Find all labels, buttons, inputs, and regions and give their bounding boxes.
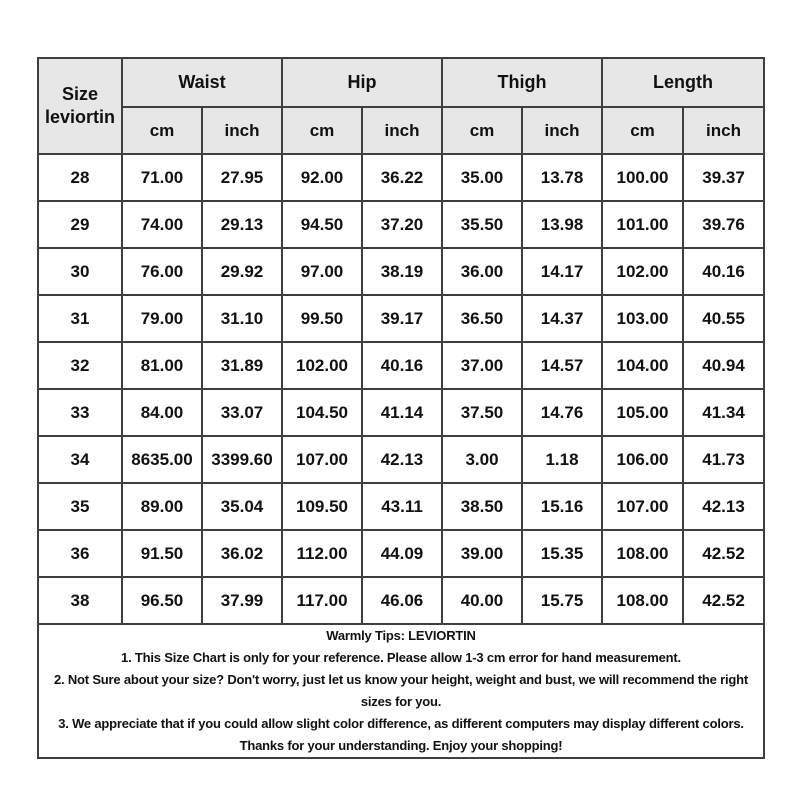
value-cell: 3399.60 [202, 436, 282, 483]
unit-header-thigh-cm: cm [442, 107, 522, 154]
unit-header-waist-inch: inch [202, 107, 282, 154]
value-cell: 35.50 [442, 201, 522, 248]
size-column-header [38, 58, 122, 154]
value-cell: 37.20 [362, 201, 442, 248]
value-cell: 91.50 [122, 530, 202, 577]
value-cell: 36.02 [202, 530, 282, 577]
value-cell: 15.75 [522, 577, 602, 624]
size-cell: 28 [38, 154, 122, 201]
group-header-waist: Waist [122, 58, 282, 107]
value-cell: 76.00 [122, 248, 202, 295]
table-row [38, 577, 764, 624]
size-cell: 32 [38, 342, 122, 389]
value-cell: 107.00 [282, 436, 362, 483]
value-cell: 108.00 [602, 530, 683, 577]
table-row [38, 201, 764, 248]
value-cell: 97.00 [282, 248, 362, 295]
value-cell: 42.13 [683, 483, 764, 530]
value-cell: 106.00 [602, 436, 683, 483]
table-row [38, 154, 764, 201]
value-cell: 81.00 [122, 342, 202, 389]
size-cell: 31 [38, 295, 122, 342]
value-cell: 44.09 [362, 530, 442, 577]
tip-item-2: 2. Not Sure about your size? Don't worry, just let us know your height, weight and bust, we will recommend the right sizes for you. [54, 672, 748, 709]
value-cell: 42.52 [683, 577, 764, 624]
table-row [38, 389, 764, 436]
value-cell: 99.50 [282, 295, 362, 342]
value-cell: 43.11 [362, 483, 442, 530]
value-cell: 31.89 [202, 342, 282, 389]
value-cell: 39.17 [362, 295, 442, 342]
unit-header-length-inch: inch [683, 107, 764, 154]
value-cell: 15.16 [522, 483, 602, 530]
size-cell: 29 [38, 201, 122, 248]
value-cell: 107.00 [602, 483, 683, 530]
value-cell: 94.50 [282, 201, 362, 248]
group-header-length: Length [602, 58, 764, 107]
size-header-line1: Size [61, 84, 99, 104]
value-cell: 40.16 [683, 248, 764, 295]
value-cell: 14.76 [522, 389, 602, 436]
value-cell: 15.35 [522, 530, 602, 577]
value-cell: 79.00 [122, 295, 202, 342]
unit-header-length-cm: cm [602, 107, 683, 154]
unit-header-thigh-inch: inch [522, 107, 602, 154]
value-cell: 40.16 [362, 342, 442, 389]
value-cell: 14.17 [522, 248, 602, 295]
value-cell: 92.00 [282, 154, 362, 201]
value-cell: 71.00 [122, 154, 202, 201]
value-cell: 96.50 [122, 577, 202, 624]
value-cell: 40.55 [683, 295, 764, 342]
table-row [38, 530, 764, 577]
value-cell: 101.00 [602, 201, 683, 248]
value-cell: 35.00 [442, 154, 522, 201]
value-cell: 112.00 [282, 530, 362, 577]
value-cell: 102.00 [282, 342, 362, 389]
value-cell: 41.34 [683, 389, 764, 436]
value-cell: 39.37 [683, 154, 764, 201]
table-row [38, 295, 764, 342]
value-cell: 37.00 [442, 342, 522, 389]
size-header-line2: leviortin [44, 107, 115, 127]
unit-header-hip-inch: inch [362, 107, 442, 154]
value-cell: 103.00 [602, 295, 683, 342]
tip-item-1: 1. This Size Chart is only for your reference. Please allow 1-3 cm error for hand measurement. [121, 650, 681, 665]
value-cell: 14.57 [522, 342, 602, 389]
value-cell: 37.50 [442, 389, 522, 436]
unit-header-waist-cm: cm [122, 107, 202, 154]
value-cell: 29.13 [202, 201, 282, 248]
group-header-thigh: Thigh [442, 58, 602, 107]
table-row [38, 342, 764, 389]
group-header-hip: Hip [282, 58, 442, 107]
value-cell: 8635.00 [122, 436, 202, 483]
value-cell: 74.00 [122, 201, 202, 248]
value-cell: 104.00 [602, 342, 683, 389]
size-chart-table [37, 57, 765, 759]
value-cell: 39.00 [442, 530, 522, 577]
value-cell: 33.07 [202, 389, 282, 436]
value-cell: 39.76 [683, 201, 764, 248]
value-cell: 42.13 [362, 436, 442, 483]
value-cell: 89.00 [122, 483, 202, 530]
value-cell: 13.78 [522, 154, 602, 201]
value-cell: 41.14 [362, 389, 442, 436]
value-cell: 84.00 [122, 389, 202, 436]
value-cell: 3.00 [442, 436, 522, 483]
size-cell: 38 [38, 577, 122, 624]
size-cell: 33 [38, 389, 122, 436]
value-cell: 14.37 [522, 295, 602, 342]
value-cell: 36.50 [442, 295, 522, 342]
table-row [38, 248, 764, 295]
value-cell: 36.00 [442, 248, 522, 295]
table-row [38, 483, 764, 530]
value-cell: 102.00 [602, 248, 683, 295]
value-cell: 40.94 [683, 342, 764, 389]
value-cell: 38.50 [442, 483, 522, 530]
value-cell: 29.92 [202, 248, 282, 295]
size-cell: 34 [38, 436, 122, 483]
value-cell: 100.00 [602, 154, 683, 201]
value-cell: 36.22 [362, 154, 442, 201]
size-cell: 36 [38, 530, 122, 577]
value-cell: 108.00 [602, 577, 683, 624]
value-cell: 42.52 [683, 530, 764, 577]
value-cell: 38.19 [362, 248, 442, 295]
value-cell: 41.73 [683, 436, 764, 483]
value-cell: 117.00 [282, 577, 362, 624]
value-cell: 1.18 [522, 436, 602, 483]
table-body [38, 154, 764, 624]
table-row [38, 436, 764, 483]
value-cell: 37.99 [202, 577, 282, 624]
value-cell: 104.50 [282, 389, 362, 436]
value-cell: 105.00 [602, 389, 683, 436]
value-cell: 27.95 [202, 154, 282, 201]
tip-item-3: 3. We appreciate that if you could allow slight color difference, as different computers may display different colors. Thanks for your understanding. Enjoy your shopping! [58, 716, 744, 753]
tips-box [38, 624, 764, 758]
value-cell: 35.04 [202, 483, 282, 530]
value-cell: 46.06 [362, 577, 442, 624]
value-cell: 109.50 [282, 483, 362, 530]
value-cell: 31.10 [202, 295, 282, 342]
size-cell: 30 [38, 248, 122, 295]
unit-header-hip-cm: cm [282, 107, 362, 154]
value-cell: 40.00 [442, 577, 522, 624]
size-cell: 35 [38, 483, 122, 530]
value-cell: 13.98 [522, 201, 602, 248]
tips-title: Warmly Tips: LEVIORTIN [326, 628, 476, 643]
